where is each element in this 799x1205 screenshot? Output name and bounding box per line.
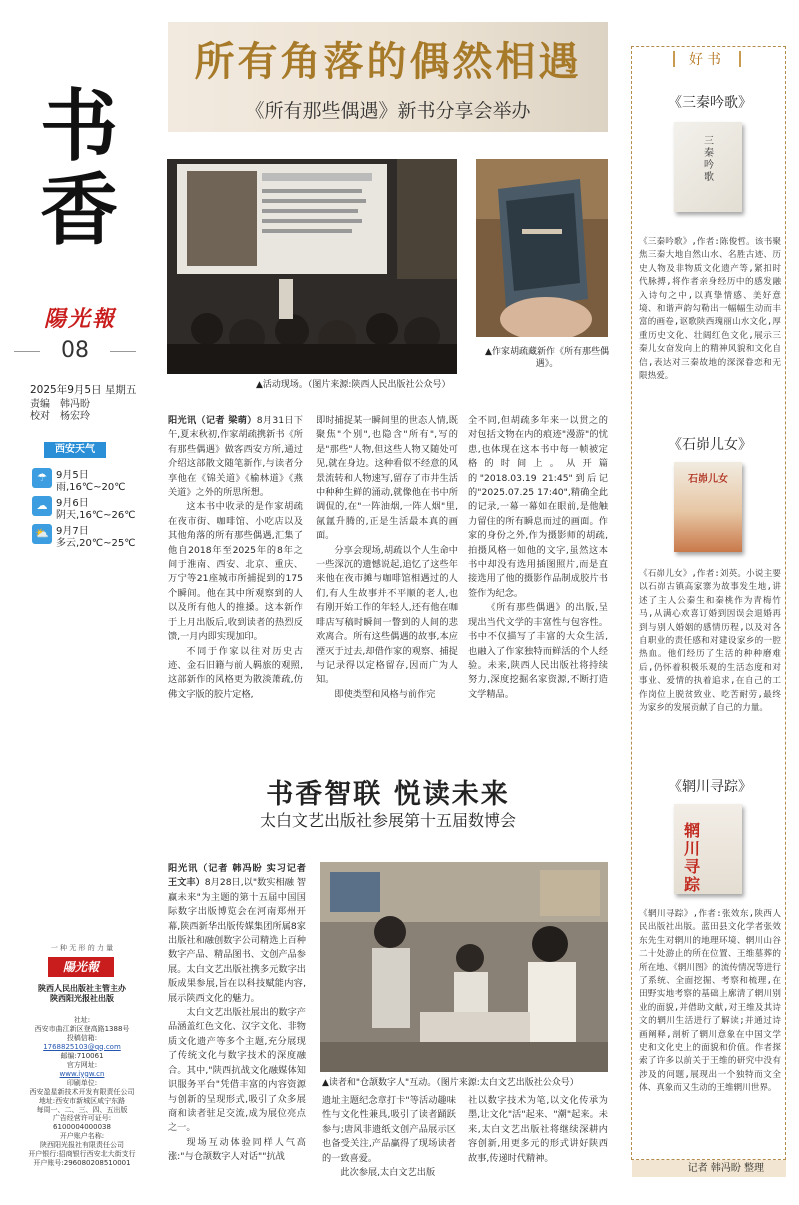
imprint-line: 每周一、二、三、四、五出版 [36, 1105, 128, 1114]
story2-paragraph: 遗址主题纪念章打卡"等活动趣味性与文化性兼具,吸引了读者踊跃参与;唐风非遗纸文创产品展示区也备受关注,产品赢得了现场读者的一致喜爱。 [322, 1095, 456, 1164]
story1-paragraph: 这本书中收录的是作家胡疏在夜市街、咖啡馆、小吃店以及其他角落的所有那些偶遇,汇集了他自2018年至2025年的8年之间于淮南、西安、北京、重庆、万宁等21座城市所捕捉到的175个瞬间。他在其中所观察到的人以及所有他人的推搡。这本新作于上月出版后,收到读者的热烈反馈,一月内即实现加印。 [168, 501, 303, 643]
imprint-line: 开户账户名称: [59, 1132, 105, 1141]
story1-subhead: 《所有那些偶遇》新书分享会举办 [245, 100, 531, 122]
section-title-char-2: 香 [40, 166, 119, 256]
book-description: 《辋川寻踪》,作者:张效东,陕西人民出版社出版。蓝田县文化学者张效东先生对辋川的地理环境、辋川山谷二十处游止的所在位置、王维墓葬的所在地、《辋川图》的流传情况等进行了系统、全面挖掘、考察和梳理,在田野实地考察的基础上廓清了辋川别业的面貌,并借助文献,对王维及其诗文的辋川生活进行了解读;并通过诗画阐释,剖析了辋川意象在中国文学史和文化史上的面貌和价值。作者探索了许多以前关于王维的研究中没有涉及的问题,展现出一个独特而文全体、真象而又生动的王维辋川世界。 [639, 909, 781, 1094]
weather-condition: 阴天,16℃~26℃ [56, 510, 136, 521]
imprint-line: 广告经营许可证号: [52, 1114, 112, 1123]
book-title: 《三秦吟歌》 [668, 95, 752, 111]
section-title-char-1: 书 [40, 82, 119, 172]
book-description: 《石峁儿女》,作者:刘英。小说主要以石峁古镇高家寨为故事发生地,讲述了主人公秦生和秦桃作为青梅竹马,从满心欢喜订婚到因误会退婚再到与别人婚姻的感情历程,以及对各自职业的责任感和对建设家乡的一腔热血。他们经历了生活的种种磨难后,仍怀着积极乐观的生活态度和对事业、爱情的执着追求,在自己的工作岗位上脱贫致业、吃苦耐劳,最终为家乡的发展贡献了自己的力量。 [639, 569, 781, 714]
imprint-line: 陕西阳光报社有限责任公司 [40, 1141, 124, 1150]
weather-date: 9月6日 [56, 498, 89, 509]
book-cover-title: 辋川寻踪 [684, 821, 701, 894]
story1-byline: 阳光讯（记者 梁萌） [168, 415, 257, 426]
rain-cloud-icon: ☂ [32, 468, 52, 488]
imprint-line: 地址:西安市新城区咸宁东路 [38, 1096, 126, 1105]
story2-paragraph-text: 8月28日,以"数实相融 智赢未来"为主题的第十五届中国国际数字出版博览会在河南郑州开幕,陕西新华出版传媒集团所属8家出版社和融创数字公司精选上百种数字产品、精品图书、文创产品参展。太白文艺出版社携多元数字出版成果参展,旨在以科技赋能内容,展示陕西文化的魅力。 [168, 877, 307, 1004]
imprint-block [18, 1016, 146, 1168]
column-editor-credit: 记者 韩冯盼 整理 [632, 1160, 786, 1177]
imprint-line: 官方网址: [66, 1060, 98, 1069]
expo-photo [320, 862, 608, 1072]
imprint-line: 印刷单位: [66, 1078, 98, 1087]
story1-paragraph: 分享会现场,胡疏以个人生命中一些深沉的遗憾说起,追忆了这些年来他在夜市摊与咖啡馆相遇过的人们,有人生故事并不平顺的老人,也有刚开始工作的年轻人,还有他在咖啡店写稿时瞬间一瞥到的人间的悲欢离合。所有这些偶遇的故事,本应湮灭于过去,却借作家的观察、捕捉与记录得以定格留存,因而广为人知。 [316, 544, 458, 686]
story1-column-2 [316, 414, 458, 702]
imprint-line: 开户账号:296080208510001 [33, 1159, 131, 1168]
story2-column-3 [468, 1094, 608, 1166]
weather-day [32, 522, 148, 549]
story1-paragraph: 即时捕捉某一瞬间里的世态人情,既聚焦"个别",也隐含"所有",写的是"那些"人物,但这些人物又随处可见,就在身边。这种看似不经意的风景流转和人物速写,留存了市井生活中种种生鲜的涌动,就像他在书中所调侃的,在"一阵油烟,一阵人烟"里,氤氲升腾的,正是生活最本真的画面。 [316, 415, 458, 542]
story1-column-1 [168, 414, 303, 702]
book-title: 《辋川寻踪》 [668, 779, 752, 795]
story1-paragraph: 《所有那些偶遇》的出版,呈现出当代文学的丰富性与包容性。书中不仅描写了丰富的大众生活,也融入了作家独特而鲜活的个人经验。未来,陕西人民出版社将持续努力,深度挖掘名家资源,不断打造文学精品。 [468, 602, 608, 700]
story2-headline: 书香智联 悦读未来 [266, 779, 510, 810]
story2-column-1 [168, 862, 306, 1165]
newspaper-logo: 陽光報 [44, 306, 117, 332]
weather-day [32, 494, 148, 521]
book-photo-caption: ▲作家胡疏藏新作《所有那些偶遇》。 [485, 347, 609, 370]
book-cover [674, 122, 742, 212]
book-description: 《三秦吟歌》,作者:陈俊哲。该书聚焦三秦大地自然山水、名胜古迹、历史人物及非物质文化遗产等,紧扣时代脉搏,将作者亲身经历中的感发融入诗句之中,以真挚情感、美好意境、和谐声韵勾勒出一幅幅生动而丰富的画卷,讴歌陕西瑰丽山水文化,厚重历史文化、壮阔红色文化,展示三秦儿女奋发向上的精神风貌和文化自信,表达对三秦故地的深深眷恋和无限热爱。 [639, 237, 781, 382]
publisher-line: 陕西阳光报社出版 [50, 994, 114, 1004]
partly-cloudy-icon: ⛅ [32, 524, 52, 544]
story2-paragraph: 现场互动体验同样人气高涨:"与仓颉数字人对话""抗战 [168, 1136, 306, 1163]
good-books-tag: 好书 [673, 49, 741, 69]
book-cover [674, 804, 742, 894]
cloud-icon: ☁ [32, 496, 52, 516]
story1-paragraph-text: 8月31日下午,夏末秋初,作家胡疏携新书《所有那些偶遇》做客西安方所,通过介绍这部散文随笔新作,与读者分享他在《锦关道》《榆林道》《燕关道》之外的所思所想。 [168, 415, 303, 499]
expo-photo-illustration [320, 862, 608, 1072]
publisher-info [26, 984, 138, 1005]
imprint-line: 邮编:710061 [60, 1051, 104, 1060]
story1-headline: 所有角落的偶然相遇 [194, 39, 582, 85]
story2-paragraph: 社以数字技术为笔,以文化传承为墨,让文化"活"起来、"潮"起来。未来,太白文艺出版社将继续深耕内容创新,用更多元的形式讲好陕西故事,传递时代精神。 [468, 1095, 608, 1164]
imprint-line: 开户银行:招商银行西安北大街支行 [28, 1150, 136, 1159]
event-photo-caption: ▲活动现场。（图片来源:陕西人民出版社公众号） [256, 380, 451, 390]
book-photo [476, 159, 608, 337]
story1-paragraph: 不同于作家以往对历史古迹、金石旧籍与前人羁旅的观照,这部新作的风格更为散淡萧疏,仿佛文字版的胶片定格, [168, 645, 303, 700]
page-number: 08 [40, 338, 110, 363]
story2-paragraph: 此次参展,太白文艺出版 [340, 1167, 436, 1179]
book-photo-illustration [476, 159, 608, 337]
weather-condition: 雨,16℃~20℃ [56, 482, 126, 493]
weather-date: 9月7日 [56, 526, 89, 537]
imprint-line: 西安市曲江新区登高路1388号 [34, 1024, 130, 1033]
weather-date: 9月5日 [56, 470, 89, 481]
expo-photo-caption: ▲读者和"仓颉数字人"互动。（图片来源:太白文艺出版社公众号） [322, 1078, 579, 1088]
contact-email-link[interactable]: 1768825103@qq.com [43, 1042, 121, 1051]
book-title: 《石峁儿女》 [668, 437, 752, 453]
imprint-line: 6100004000038 [53, 1123, 111, 1132]
story1-paragraph: 全不同,但胡疏多年来一以贯之的对包括文物在内的痕迹"漫游"的忧患,也体现在这本书中每一帧被定格的时间上。从开篇的"2018.03.19 21:45"到后记的"2025.07.25 17:40",精确全此的记录,一幕一幕如在眼前,是他触力留住的所有瞬息而过的画面。作家的身份之外,作为摄影师的胡疏,拍摄风格一如他的文字,虽然这本书中却没有选用插图照片,而是直接选用了他的摄影作品制成胶片书签作为纪念。 [468, 415, 608, 599]
newspaper-logo-small: 陽光報 [48, 957, 114, 977]
event-photo [167, 159, 457, 374]
slogan: 一 种 无 形 的 力 量 [50, 944, 114, 952]
event-photo-illustration [167, 159, 457, 374]
story2-byline: 阳光讯（记者 韩冯盼 实习记者 王文丰） [168, 863, 306, 889]
publisher-line: 陕西人民出版社主管主办 [38, 984, 126, 993]
imprint-line: 社址: [73, 1016, 91, 1024]
story2-column-2 [322, 1094, 456, 1180]
editor-credit: 责编 韩冯盼 [30, 399, 90, 410]
imprint-line: 西安盈星新技术开发有限责任公司 [29, 1087, 135, 1096]
story1-paragraph: 即使类型和风格与前作完 [334, 688, 436, 700]
imprint-line: 投稿信箱: [66, 1033, 98, 1042]
issue-date: 2025年9月5日 星期五 [30, 384, 137, 396]
book-cover-title: 石峁儿女 [688, 474, 728, 485]
book-cover [674, 462, 742, 552]
weather-condition: 多云,20℃~25℃ [56, 538, 136, 549]
book-cover-title: 三秦吟歌 [704, 136, 714, 183]
weather-title: 西安天气 [44, 442, 106, 458]
left-sidebar [0, 0, 150, 1205]
story2-subhead: 太白文艺出版社参展第十五届数博会 [259, 811, 516, 830]
proofreader-credit: 校对 杨宏玲 [30, 411, 90, 422]
story2-paragraph [168, 862, 306, 1006]
story1-column-3 [468, 414, 608, 702]
story2-paragraph: 太白文艺出版社展出的数字产品涵盖红色文化、汉字文化、非物质文化遗产等多个主题,充分展现了传统文化与数字技术的深度融合。其中,"陕西抗战文化融媒体知识服务平台"凭借丰富的内容资源与创新的呈现形式,吸引了众多展商和读者驻足交流,成为展位亮点之一。 [168, 1007, 306, 1134]
story1-paragraph [168, 414, 303, 500]
weather-day [32, 466, 148, 493]
website-link[interactable]: www.iygw.cn [59, 1069, 105, 1078]
